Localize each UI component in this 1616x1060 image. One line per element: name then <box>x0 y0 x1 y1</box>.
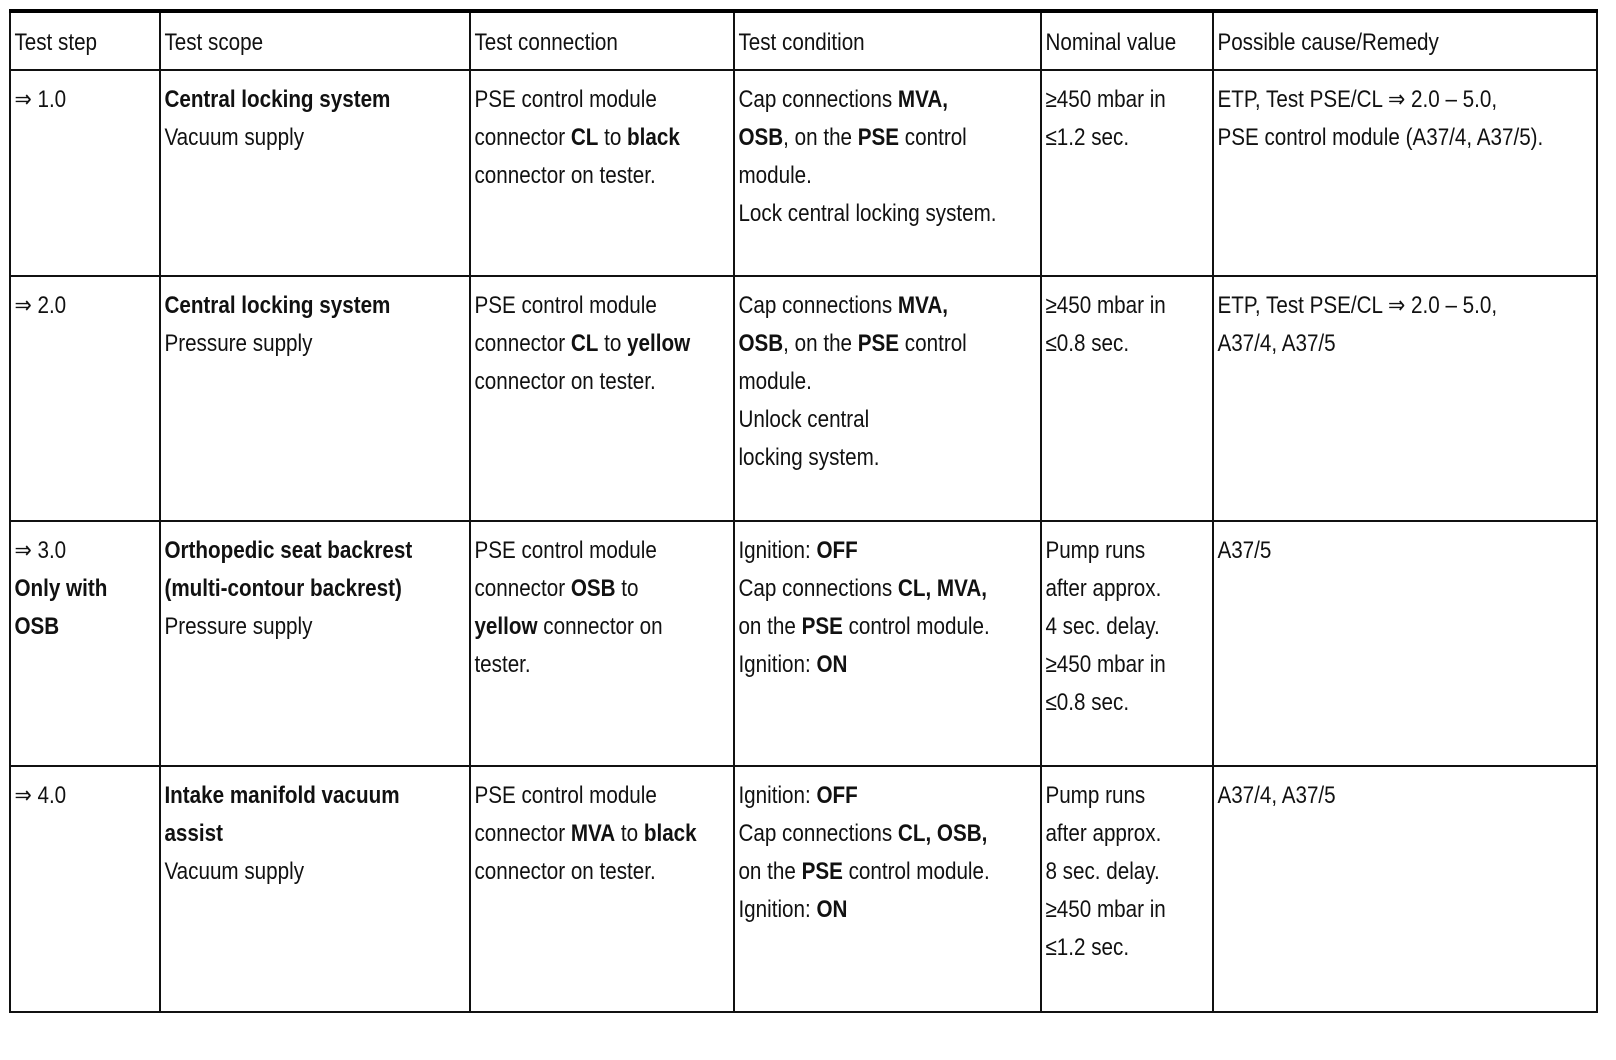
table-row <box>10 521 1597 766</box>
text-segment: Vacuum supply <box>164 858 305 885</box>
text-line <box>739 853 1041 891</box>
cell-test-scope <box>160 276 470 521</box>
bold-text: MVA, <box>898 86 949 113</box>
text-line <box>1217 81 1597 119</box>
cell-content <box>1042 71 1213 157</box>
bold-text: CL, MVA, <box>898 575 988 602</box>
text-line <box>474 853 734 891</box>
text-line <box>739 532 1041 570</box>
text-segment: PSE control module <box>474 86 657 113</box>
text-segment: module. <box>738 368 813 395</box>
cell-content <box>1214 277 1598 363</box>
text-segment: Ignition: <box>738 782 817 809</box>
text-segment: to <box>598 330 628 357</box>
table-body <box>10 70 1597 1012</box>
text-line <box>739 157 1041 195</box>
bold-text: Intake manifold vacuum <box>164 782 400 809</box>
cell-test-scope <box>160 766 470 1012</box>
text-segment: connector on <box>537 613 663 640</box>
text-segment: connector on tester. <box>474 858 656 885</box>
header-cause-remedy: Possible cause/Remedy <box>1213 11 1598 70</box>
text-segment: ⇒ 4.0 <box>14 782 67 809</box>
bold-text: Central locking system <box>164 292 391 319</box>
bold-text: ON <box>816 896 848 923</box>
cell-content <box>161 71 470 157</box>
bold-text: PSE <box>858 330 900 357</box>
bold-text: yellow <box>627 330 691 357</box>
cell-content <box>11 767 160 815</box>
bold-text: CL <box>570 330 599 357</box>
cell-content <box>735 522 1040 684</box>
cell-test-step <box>10 521 160 766</box>
bold-text: CL <box>570 124 599 151</box>
text-segment: ETP, Test PSE/CL ⇒ 2.0 – 5.0, <box>1216 86 1497 113</box>
text-segment: A37/4, A37/5 <box>1216 782 1336 809</box>
cell-content <box>1214 522 1598 570</box>
text-line <box>739 401 1041 439</box>
text-line <box>739 325 1041 363</box>
text-segment: ≥450 mbar in <box>1044 86 1166 113</box>
text-line <box>474 532 734 570</box>
text-line <box>739 891 1041 929</box>
text-line <box>1045 608 1213 646</box>
cell-content <box>735 767 1040 929</box>
cell-nominal-value <box>1041 521 1213 766</box>
text-line <box>1045 119 1213 157</box>
text-segment: ≥450 mbar in <box>1044 292 1166 319</box>
cell-content <box>1042 522 1213 722</box>
cell-test-connection <box>470 70 734 276</box>
cell-content <box>11 277 160 325</box>
text-segment: connector on tester. <box>474 368 656 395</box>
text-line <box>14 777 160 815</box>
text-segment: locking system. <box>738 444 880 471</box>
cell-content <box>161 767 470 891</box>
text-line <box>474 325 734 363</box>
text-line <box>1217 325 1597 363</box>
text-segment: Pressure supply <box>164 613 313 640</box>
text-line <box>1045 325 1213 363</box>
text-line <box>164 287 470 325</box>
text-segment: A37/5 <box>1216 537 1271 564</box>
header-nominal-value: Nominal value <box>1041 11 1213 70</box>
text-line <box>1045 287 1213 325</box>
text-line <box>739 570 1041 608</box>
bold-text: OFF <box>816 782 859 809</box>
cell-content <box>11 522 160 646</box>
text-segment: Cap connections <box>738 820 899 847</box>
text-line <box>1045 853 1213 891</box>
cell-test-connection <box>470 766 734 1012</box>
header-test-connection: Test connection <box>470 11 734 70</box>
cell-content <box>11 71 160 119</box>
text-segment: tester. <box>474 651 531 678</box>
cell-test-condition <box>734 766 1040 1012</box>
cell-content <box>471 71 734 195</box>
bold-text: CL, OSB, <box>898 820 988 847</box>
bold-text: Only with <box>14 575 108 602</box>
cell-test-scope <box>160 70 470 276</box>
cell-cause-remedy <box>1213 70 1598 276</box>
text-segment: ≤1.2 sec. <box>1044 934 1129 961</box>
text-segment: ⇒ 1.0 <box>14 86 67 113</box>
text-segment: PSE control module <box>474 782 657 809</box>
header-test-scope: Test scope <box>160 11 470 70</box>
text-segment: Cap connections <box>738 575 899 602</box>
bold-text: MVA <box>570 820 616 847</box>
bold-text: ON <box>816 651 848 678</box>
cell-test-scope <box>160 521 470 766</box>
text-segment: connector <box>474 330 571 357</box>
cell-content <box>471 767 734 891</box>
bold-text: PSE <box>858 124 900 151</box>
bold-text: OSB <box>570 575 616 602</box>
header-test-condition: Test condition <box>734 11 1040 70</box>
bold-text: MVA, <box>898 292 949 319</box>
bold-text: assist <box>164 820 223 847</box>
cell-test-condition <box>734 521 1040 766</box>
text-segment: PSE control module (A37/4, A37/5). <box>1216 124 1543 151</box>
text-segment: Ignition: <box>738 896 817 923</box>
text-line <box>164 777 470 815</box>
text-line <box>14 81 160 119</box>
text-line <box>739 815 1041 853</box>
cell-content <box>735 277 1040 477</box>
bold-text: (multi-contour backrest) <box>164 575 402 602</box>
bold-text: Orthopedic seat backrest <box>164 537 413 564</box>
table-row <box>10 70 1597 276</box>
text-segment: A37/4, A37/5 <box>1216 330 1336 357</box>
text-line <box>1045 777 1213 815</box>
text-segment: , on the <box>783 330 859 357</box>
text-line <box>164 853 470 891</box>
cell-nominal-value <box>1041 276 1213 521</box>
text-line <box>739 287 1041 325</box>
text-line <box>164 81 470 119</box>
cell-test-condition <box>734 70 1040 276</box>
text-line <box>739 363 1041 401</box>
cell-content <box>1042 277 1213 363</box>
cell-nominal-value <box>1041 766 1213 1012</box>
text-segment: Pump runs <box>1044 537 1145 564</box>
text-line <box>1217 777 1597 815</box>
text-line <box>739 195 1041 233</box>
test-table <box>9 9 1598 1013</box>
text-segment: , on the <box>783 124 859 151</box>
cell-nominal-value <box>1041 70 1213 276</box>
bold-text: yellow <box>474 613 538 640</box>
text-line <box>14 287 160 325</box>
cell-cause-remedy <box>1213 521 1598 766</box>
text-line <box>474 287 734 325</box>
text-line <box>14 532 160 570</box>
text-line <box>164 325 470 363</box>
text-segment: Pressure supply <box>164 330 313 357</box>
bold-text: PSE <box>801 858 844 885</box>
text-segment: connector <box>474 575 571 602</box>
text-line <box>474 570 734 608</box>
bold-text: OFF <box>816 537 859 564</box>
text-line <box>474 815 734 853</box>
text-segment: connector <box>474 820 571 847</box>
bold-text: OSB <box>14 613 60 640</box>
text-segment: to <box>598 124 628 151</box>
bold-text: PSE <box>801 613 844 640</box>
text-line <box>474 157 734 195</box>
text-line <box>474 608 734 646</box>
text-line <box>474 81 734 119</box>
text-line <box>739 119 1041 157</box>
text-line <box>739 439 1041 477</box>
cell-content <box>1042 767 1213 967</box>
text-segment: after approx. <box>1044 575 1161 602</box>
text-segment: ≤0.8 sec. <box>1044 689 1129 716</box>
bold-text: Central locking system <box>164 86 391 113</box>
text-line <box>14 570 160 608</box>
text-segment: Ignition: <box>738 537 817 564</box>
cell-content <box>471 277 734 401</box>
cell-cause-remedy <box>1213 276 1598 521</box>
cell-test-connection <box>470 276 734 521</box>
text-line <box>1045 646 1213 684</box>
bold-text: OSB <box>738 330 784 357</box>
cell-test-condition <box>734 276 1040 521</box>
text-segment: on the <box>738 858 802 885</box>
cell-test-step <box>10 766 160 1012</box>
text-line <box>474 777 734 815</box>
text-line <box>164 532 470 570</box>
text-segment: connector <box>474 124 571 151</box>
text-segment: ≥450 mbar in <box>1044 896 1166 923</box>
text-segment: ⇒ 2.0 <box>14 292 67 319</box>
cell-content <box>1214 767 1598 815</box>
text-line <box>474 119 734 157</box>
text-line <box>164 815 470 853</box>
text-line <box>14 608 160 646</box>
text-line <box>1045 684 1213 722</box>
text-segment: Ignition: <box>738 651 817 678</box>
text-line <box>1045 570 1213 608</box>
text-segment: ≤1.2 sec. <box>1044 124 1129 151</box>
cell-test-connection <box>470 521 734 766</box>
text-segment: connector on tester. <box>474 162 656 189</box>
text-segment: 8 sec. delay. <box>1044 858 1160 885</box>
text-segment: PSE control module <box>474 292 657 319</box>
text-line <box>1217 119 1597 157</box>
text-line <box>474 363 734 401</box>
text-line <box>474 646 734 684</box>
cell-content <box>161 522 470 646</box>
text-segment: control <box>899 330 968 357</box>
cell-content <box>735 71 1040 233</box>
text-segment: Unlock central <box>738 406 870 433</box>
text-segment: Vacuum supply <box>164 124 305 151</box>
text-segment: Pump runs <box>1044 782 1145 809</box>
text-line <box>739 608 1041 646</box>
text-segment: control module. <box>843 858 991 885</box>
text-segment: ETP, Test PSE/CL ⇒ 2.0 – 5.0, <box>1216 292 1497 319</box>
text-segment: Cap connections <box>738 86 899 113</box>
bold-text: OSB <box>738 124 784 151</box>
text-segment: Lock central locking system. <box>738 200 997 227</box>
text-segment: PSE control module <box>474 537 657 564</box>
text-line <box>164 570 470 608</box>
text-segment: control module. <box>843 613 991 640</box>
text-line <box>739 81 1041 119</box>
text-line <box>1045 929 1213 967</box>
text-segment: 4 sec. delay. <box>1044 613 1160 640</box>
text-segment: after approx. <box>1044 820 1161 847</box>
text-segment: ≥450 mbar in <box>1044 651 1166 678</box>
cell-content <box>471 522 734 684</box>
cell-content <box>161 277 470 363</box>
text-segment: to <box>615 575 639 602</box>
bold-text: black <box>627 124 680 151</box>
text-line <box>1217 287 1597 325</box>
text-line <box>1217 532 1597 570</box>
text-line <box>164 608 470 646</box>
text-line <box>164 119 470 157</box>
text-segment: ≤0.8 sec. <box>1044 330 1129 357</box>
text-line <box>1045 81 1213 119</box>
text-line <box>1045 532 1213 570</box>
text-segment: Cap connections <box>738 292 899 319</box>
header-test-step: Test step <box>10 11 160 70</box>
text-line <box>1045 891 1213 929</box>
table-row <box>10 766 1597 1012</box>
text-segment: on the <box>738 613 802 640</box>
text-segment: ⇒ 3.0 <box>14 537 67 564</box>
cell-test-step <box>10 70 160 276</box>
text-line <box>739 646 1041 684</box>
bold-text: black <box>643 820 697 847</box>
table-row <box>10 276 1597 521</box>
text-line <box>1045 815 1213 853</box>
header-row <box>10 11 1597 70</box>
text-segment: module. <box>738 162 813 189</box>
text-line <box>739 777 1041 815</box>
cell-test-step <box>10 276 160 521</box>
cell-content <box>1214 71 1598 157</box>
text-segment: control <box>899 124 968 151</box>
text-segment: to <box>615 820 644 847</box>
cell-cause-remedy <box>1213 766 1598 1012</box>
